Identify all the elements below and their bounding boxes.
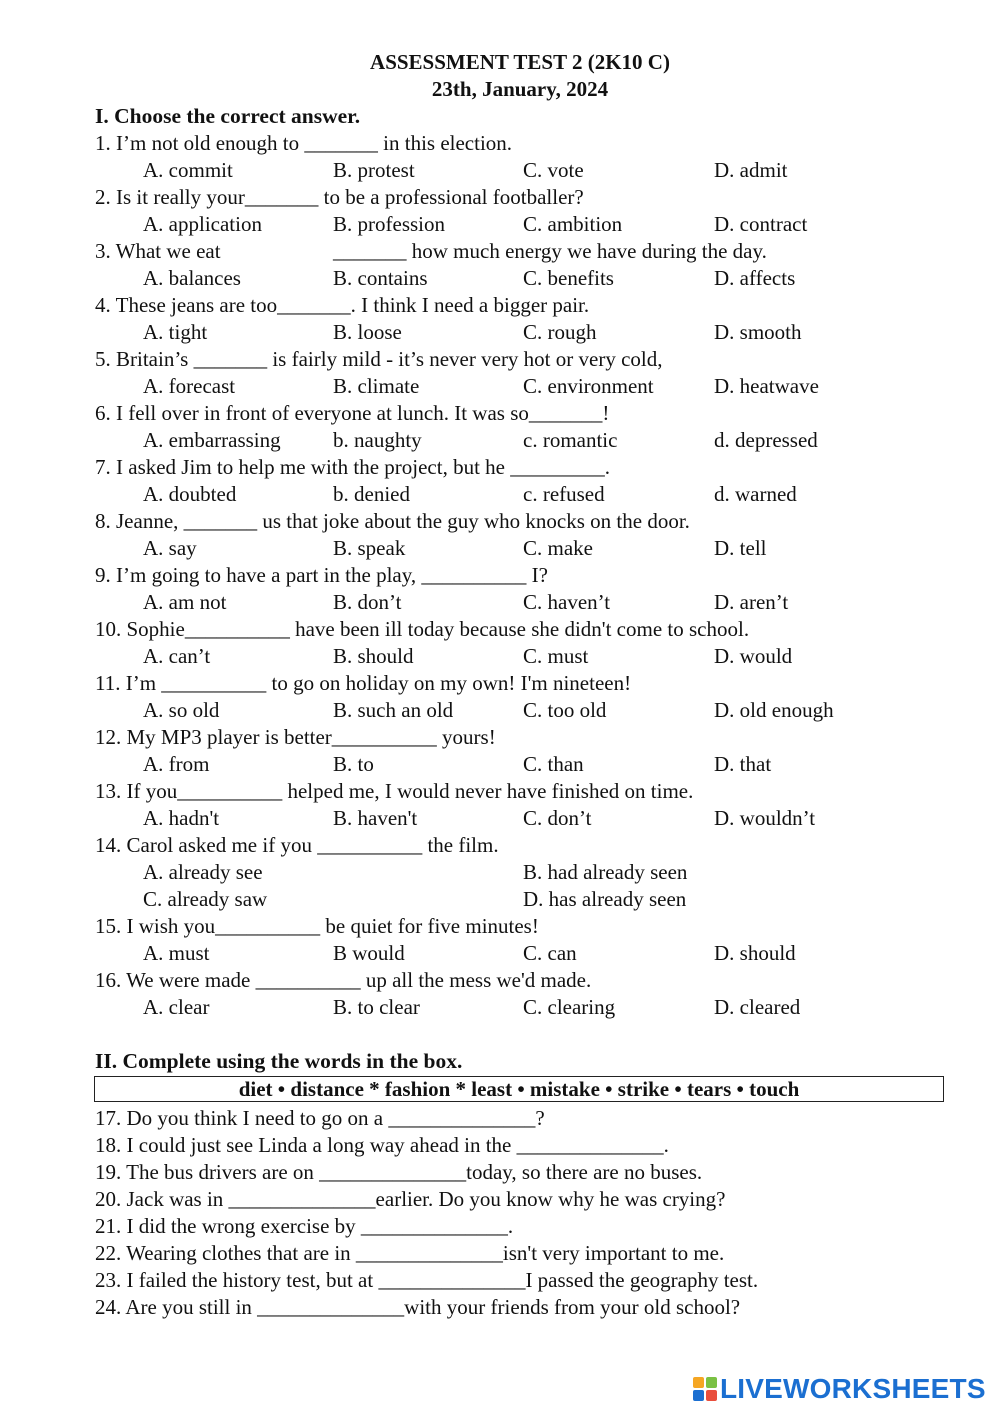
q16-option-c[interactable]: C. clearing xyxy=(523,995,616,1019)
q5-option-b[interactable]: B. climate xyxy=(333,374,420,398)
q2-option-c[interactable]: C. ambition xyxy=(523,212,623,236)
q7-option-c[interactable]: c. refused xyxy=(523,482,605,506)
q6-option-a[interactable]: A. embarrassing xyxy=(143,428,281,452)
q1-option-b[interactable]: B. protest xyxy=(333,158,415,182)
q13-option-c[interactable]: C. don’t xyxy=(523,806,592,830)
q7-option-d[interactable]: d. warned xyxy=(714,482,797,506)
q6-option-b[interactable]: b. naughty xyxy=(333,428,422,452)
question-6: 6. I fell over in front of everyone at lunch. It was so_______! xyxy=(95,401,610,425)
question-2: 2. Is it really your_______ to be a professional footballer? xyxy=(95,185,584,209)
q13-option-b[interactable]: B. haven't xyxy=(333,806,418,830)
q14-option-c[interactable]: C. already saw xyxy=(143,887,268,911)
q15-option-d[interactable]: D. should xyxy=(714,941,796,965)
q2-option-d[interactable]: D. contract xyxy=(714,212,808,236)
liveworksheets-logo-icon xyxy=(692,1376,718,1402)
q9-option-b[interactable]: B. don’t xyxy=(333,590,402,614)
q14-option-a[interactable]: A. already see xyxy=(143,860,263,884)
q1-option-c[interactable]: C. vote xyxy=(523,158,584,182)
q6-option-c[interactable]: c. romantic xyxy=(523,428,618,452)
q14-option-d[interactable]: D. has already seen xyxy=(523,887,687,911)
q7-option-b[interactable]: b. denied xyxy=(333,482,410,506)
question-1: 1. I’m not old enough to _______ in this election. xyxy=(95,131,513,155)
q3-option-c[interactable]: C. benefits xyxy=(523,266,614,290)
question-13: 13. If you__________ helped me, I would never have finished on time. xyxy=(95,779,694,803)
q15-option-c[interactable]: C. can xyxy=(523,941,577,965)
question-16: 16. We were made __________ up all the mess we'd made. xyxy=(95,968,592,992)
q8-option-a[interactable]: A. say xyxy=(143,536,197,560)
liveworksheets-logo-text: LIVEWORKSHEETS xyxy=(720,1373,986,1404)
section-2-heading: II. Complete using the words in the box. xyxy=(95,1049,463,1073)
sentence-20: 20. Jack was in ______________earlier. Do you know why he was crying? xyxy=(95,1187,726,1211)
q4-option-b[interactable]: B. loose xyxy=(333,320,402,344)
q12-option-c[interactable]: C. than xyxy=(523,752,584,776)
q6-option-d[interactable]: d. depressed xyxy=(714,428,818,452)
q16-option-a[interactable]: A. clear xyxy=(143,995,210,1019)
question-7: 7. I asked Jim to help me with the project, but he _________. xyxy=(95,455,610,479)
test-date: 23th, January, 2024 xyxy=(431,77,609,101)
sentence-24: 24. Are you still in ______________with your friends from your old school? xyxy=(95,1295,741,1319)
q13-option-a[interactable]: A. hadn't xyxy=(143,806,220,830)
q5-option-a[interactable]: A. forecast xyxy=(143,374,236,398)
sentence-18: 18. I could just see Linda a long way ahead in the ______________. xyxy=(95,1133,669,1157)
test-title: ASSESSMENT TEST 2 (2K10 C) xyxy=(370,50,670,74)
q11-option-b[interactable]: B. such an old xyxy=(333,698,454,722)
question-11: 11. I’m __________ to go on holiday on my own! I'm nineteen! xyxy=(95,671,632,695)
section-1-heading: I. Choose the correct answer. xyxy=(95,104,361,128)
q5-option-c[interactable]: C. environment xyxy=(523,374,654,398)
q2-option-b[interactable]: B. profession xyxy=(333,212,445,236)
question-10: 10. Sophie__________ have been ill today because she didn't come to school. xyxy=(95,617,750,641)
q14-option-b[interactable]: B. had already seen xyxy=(523,860,688,884)
q9-option-d[interactable]: D. aren’t xyxy=(714,590,789,614)
question-8: 8. Jeanne, _______ us that joke about the guy who knocks on the door. xyxy=(95,509,690,533)
q3-option-d[interactable]: D. affects xyxy=(714,266,796,290)
q10-option-a[interactable]: A. can’t xyxy=(143,644,211,668)
q4-option-d[interactable]: D. smooth xyxy=(714,320,802,344)
question-3-start: 3. What we eat xyxy=(95,239,221,263)
q11-option-d[interactable]: D. old enough xyxy=(714,698,834,722)
question-14: 14. Carol asked me if you __________ the film. xyxy=(95,833,499,857)
q1-option-d[interactable]: D. admit xyxy=(714,158,788,182)
question-15: 15. I wish you__________ be quiet for five minutes! xyxy=(95,914,539,938)
q12-option-a[interactable]: A. from xyxy=(143,752,210,776)
q9-option-c[interactable]: C. haven’t xyxy=(523,590,611,614)
q8-option-d[interactable]: D. tell xyxy=(714,536,767,560)
q16-option-d[interactable]: D. cleared xyxy=(714,995,801,1019)
q10-option-c[interactable]: C. must xyxy=(523,644,589,668)
q5-option-d[interactable]: D. heatwave xyxy=(714,374,819,398)
question-5: 5. Britain’s _______ is fairly mild - it’s never very hot or very cold, xyxy=(95,347,663,371)
q15-option-b[interactable]: B would xyxy=(333,941,405,965)
question-12: 12. My MP3 player is better__________ yours! xyxy=(95,725,496,749)
sentence-21: 21. I did the wrong exercise by ______________. xyxy=(95,1214,514,1238)
q10-option-d[interactable]: D. would xyxy=(714,644,793,668)
q10-option-b[interactable]: B. should xyxy=(333,644,414,668)
q2-option-a[interactable]: A. application xyxy=(143,212,262,236)
q12-option-d[interactable]: D. that xyxy=(714,752,772,776)
q9-option-a[interactable]: A. am not xyxy=(143,590,227,614)
q1-option-a[interactable]: A. commit xyxy=(143,158,233,182)
q4-option-a[interactable]: A. tight xyxy=(143,320,208,344)
question-4: 4. These jeans are too_______. I think I need a bigger pair. xyxy=(95,293,590,317)
q3-option-b[interactable]: B. contains xyxy=(333,266,428,290)
q7-option-a[interactable]: A. doubted xyxy=(143,482,237,506)
q11-option-c[interactable]: C. too old xyxy=(523,698,607,722)
q8-option-b[interactable]: B. speak xyxy=(333,536,406,560)
sentence-22: 22. Wearing clothes that are in ______________isn't very important to me. xyxy=(95,1241,725,1265)
word-box: diet • distance * fashion * least • mistake • strike • tears • touch xyxy=(94,1076,944,1102)
liveworksheets-logo xyxy=(692,1374,986,1404)
q3-option-a[interactable]: A. balances xyxy=(143,266,241,290)
sentence-23: 23. I failed the history test, but at ______________I passed the geography test. xyxy=(95,1268,759,1292)
q12-option-b[interactable]: B. to xyxy=(333,752,374,776)
sentence-19: 19. The bus drivers are on ______________today, so there are no buses. xyxy=(95,1160,703,1184)
sentence-17: 17. Do you think I need to go on a ______________? xyxy=(95,1106,545,1130)
q8-option-c[interactable]: C. make xyxy=(523,536,593,560)
q15-option-a[interactable]: A. must xyxy=(143,941,210,965)
q13-option-d[interactable]: D. wouldn’t xyxy=(714,806,816,830)
q11-option-a[interactable]: A. so old xyxy=(143,698,220,722)
question-3-end: _______ how much energy we have during the day. xyxy=(333,239,767,263)
q4-option-c[interactable]: C. rough xyxy=(523,320,597,344)
q16-option-b[interactable]: B. to clear xyxy=(333,995,420,1019)
question-9: 9. I’m going to have a part in the play, __________ I? xyxy=(95,563,548,587)
